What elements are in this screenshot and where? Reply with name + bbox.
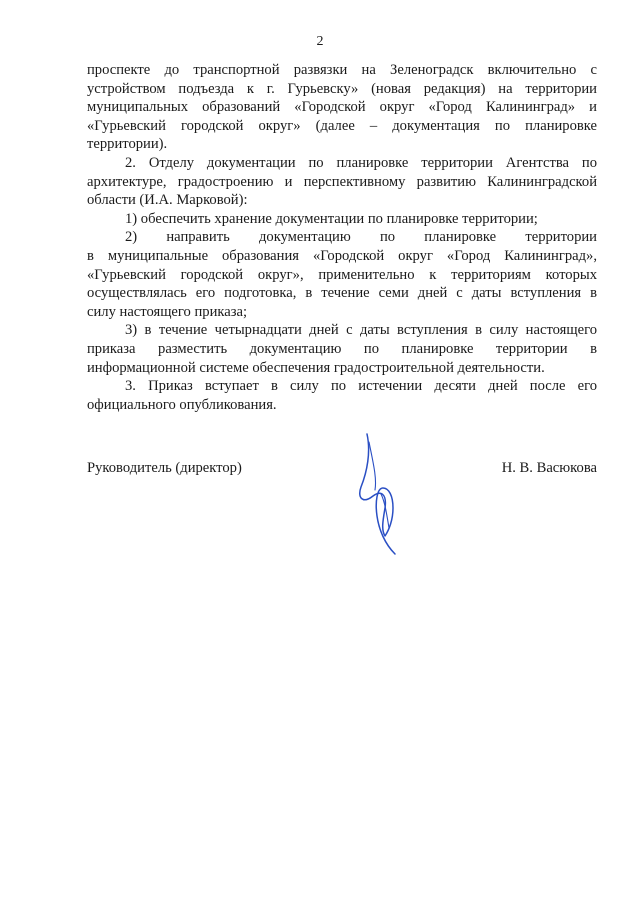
signature-stroke-flourish (369, 442, 389, 528)
text-line: официального опубликования. (87, 396, 277, 413)
paragraph-documentation-description (87, 61, 597, 154)
text-line: 2) направить документацию по планировке территории (125, 229, 597, 246)
text-line: 2. Отделу документации по планировке территории Агентства по (125, 154, 597, 171)
signer-title: Руководитель (директор) (87, 460, 242, 476)
document-body (87, 61, 597, 414)
text-line: устройством подъезда к г. Гурьевску» (новая редакция) на территории (87, 80, 597, 97)
paragraph-clause-3 (87, 377, 597, 414)
text-line: силу настоящего приказа; (87, 303, 248, 320)
signer-name: Н. В. Васюкова (501, 460, 597, 476)
paragraph-clause-2 (87, 154, 597, 210)
list-item-1 (87, 210, 597, 229)
signature-stroke (360, 434, 395, 554)
text-line: осуществлялась его подготовка, в течение семи дней с даты вступления в (87, 285, 597, 302)
text-line: области (И.А. Марковой): (87, 192, 248, 209)
text-line: архитектуре, градостроению и перспективному развитию Калининградской (87, 173, 597, 190)
text-line: 3. Приказ вступает в силу по истечении десяти дней после его (125, 378, 597, 395)
text-line: муниципальных образований «Городской округ «Город Калининград» и (87, 99, 597, 116)
text-line: информационной системе обеспечения градостроительной деятельности. (87, 359, 545, 376)
text-line: проспекте до транспортной развязки на Зеленоградск включительно с (87, 62, 597, 78)
text-line: территории). (87, 136, 168, 153)
handwritten-signature (355, 432, 415, 557)
page-number: 2 (316, 34, 324, 49)
text-line: 1) обеспечить хранение документации по планировке территории; (125, 210, 538, 227)
text-line: в муниципальные образования «Городской округ «Город Калининград», (87, 247, 597, 264)
text-line: 3) в течение четырнадцати дней с даты вступления в силу настоящего (125, 322, 597, 339)
text-line: «Гурьевский городской округ», применительно к территориям которых (87, 266, 597, 283)
text-line: «Гурьевский городской округ» (далее – документация по планировке (87, 117, 597, 134)
list-item-2 (87, 228, 597, 321)
list-item-3 (87, 321, 597, 377)
text-line: приказа разместить документацию по планировке территории в (87, 340, 597, 357)
